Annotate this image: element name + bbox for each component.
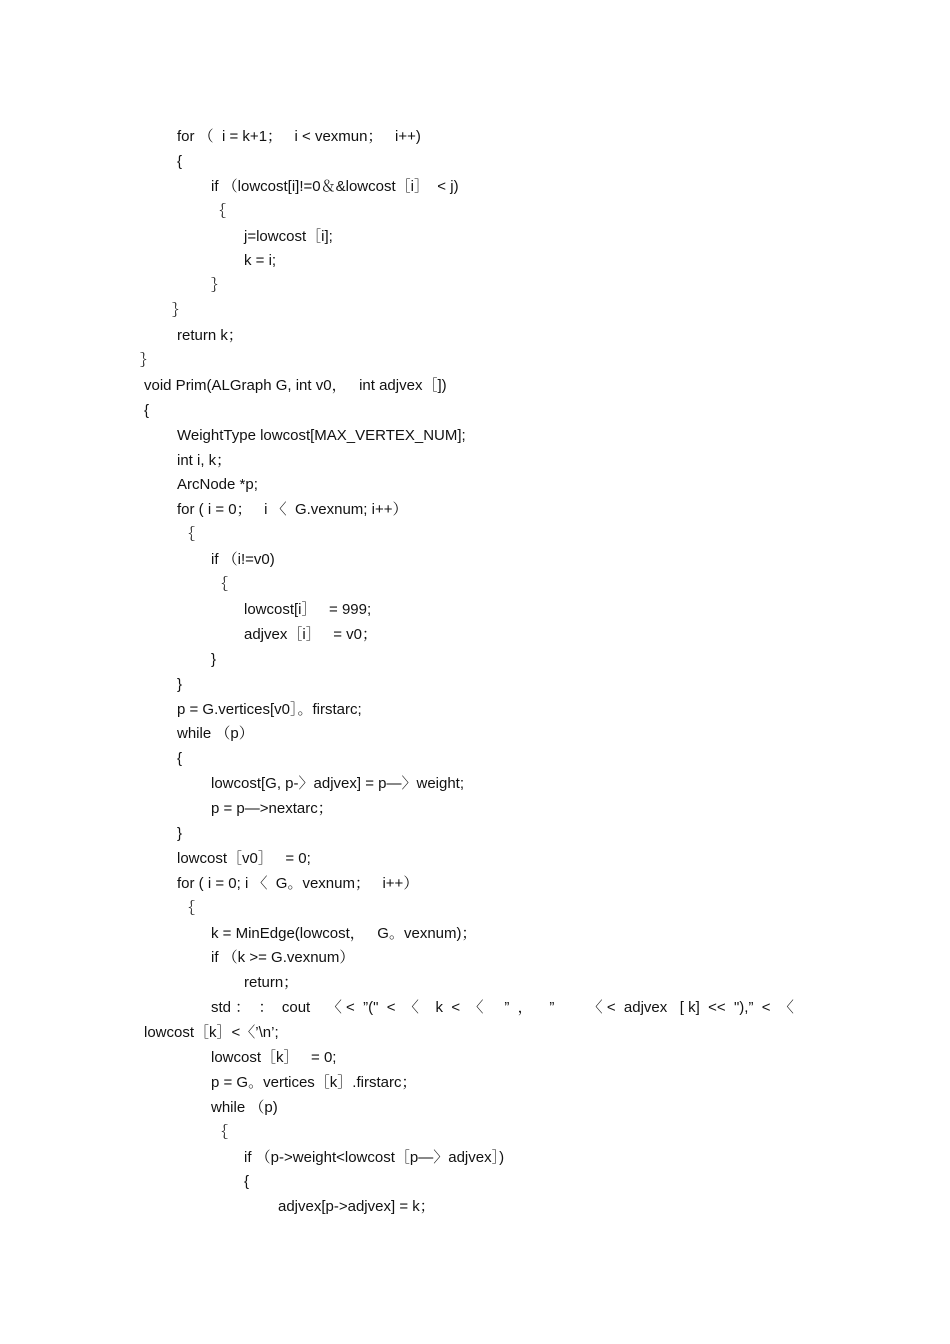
code-line: lowcost［v0］ = 0; bbox=[177, 850, 311, 867]
code-line: adjvex［i］ = v0； bbox=[244, 626, 377, 643]
code-line: { bbox=[177, 750, 183, 767]
code-line: lowcost［k］ = 0; bbox=[211, 1049, 337, 1066]
code-line: WeightType lowcost[MAX_VERTEX_NUM]; bbox=[177, 427, 466, 444]
code-line: std ： ： cout 〈 < ”(" < 〈 k < 〈 ” ， ” 〈 < adjvex [ k] << "),” < 〈 bbox=[211, 999, 794, 1016]
code-line: } bbox=[177, 676, 183, 693]
code-line: p = G。vertices［k］.firstarc； bbox=[211, 1074, 417, 1091]
code-line: ｝ bbox=[211, 277, 227, 294]
code-line: ｛ bbox=[213, 576, 229, 593]
code-line: ｛ bbox=[213, 1124, 229, 1141]
code-line: while （p) bbox=[211, 1099, 278, 1116]
code-line: if （lowcost[i]!=0＆&lowcost［i］ < j) bbox=[211, 178, 459, 195]
code-line: { bbox=[177, 153, 183, 170]
code-line: j=lowcost［i]; bbox=[244, 228, 333, 245]
code-line: for （ i = k+1； i < vexmun； i++) bbox=[177, 128, 421, 145]
code-line: ｝ bbox=[140, 352, 156, 369]
code-line: return k； bbox=[177, 327, 243, 344]
code-line: k = i; bbox=[244, 252, 277, 269]
code-line: { bbox=[144, 402, 150, 419]
code-line: lowcost[G, p-〉adjvex] = p—〉weight; bbox=[211, 775, 465, 792]
code-line: } bbox=[211, 651, 217, 668]
code-line: adjvex[p->adjvex] = k； bbox=[278, 1198, 435, 1215]
code-line: if （i!=v0) bbox=[211, 551, 275, 568]
code-line: while （p） bbox=[177, 725, 254, 742]
code-line: p = p—>nextarc； bbox=[211, 800, 333, 817]
code-line: lowcost［k］<〈’\n’; bbox=[144, 1024, 279, 1041]
code-line: int i, k； bbox=[177, 452, 232, 469]
code-line: return； bbox=[244, 974, 299, 991]
code-line: for ( i = 0； i 〈 G.vexnum; i++） bbox=[177, 501, 408, 518]
code-line: ｛ bbox=[180, 900, 196, 917]
code-line: ｛ bbox=[180, 526, 196, 543]
code-line: ArcNode *p; bbox=[177, 476, 258, 493]
code-line: ｝ bbox=[172, 302, 188, 319]
code-line: if （k >= G.vexnum） bbox=[211, 949, 355, 966]
code-line: { bbox=[244, 1173, 250, 1190]
code-line: } bbox=[177, 825, 183, 842]
code-line: ｛ bbox=[211, 203, 227, 220]
code-line: k = MinEdge(lowcost， G。vexnum)； bbox=[211, 925, 477, 942]
code-line: lowcost[i］ = 999; bbox=[244, 601, 372, 618]
code-line: if （p->weight<lowcost［p—〉adjvex］) bbox=[244, 1149, 505, 1166]
code-line: p = G.vertices[v0］。firstarc; bbox=[177, 701, 362, 718]
code-line: void Prim(ALGraph G, int v0， int adjvex［]) bbox=[144, 377, 447, 394]
code-line: for ( i = 0; i 〈 G。vexnum； i++） bbox=[177, 875, 419, 892]
